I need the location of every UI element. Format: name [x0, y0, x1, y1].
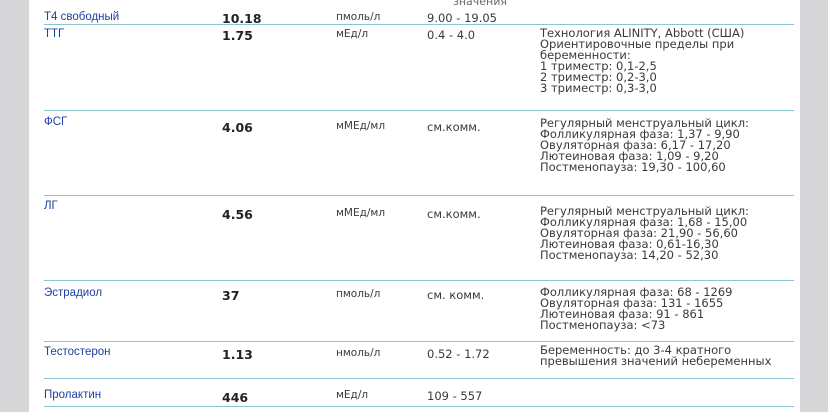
analyte-name: T4 свободный — [44, 11, 120, 23]
reference-range: 0.52 - 1.72 — [427, 347, 490, 361]
comment-line: Постменопауза: 14,20 - 52,30 — [540, 248, 719, 262]
comment-line: Овуляторная фаза: 131 - 1655 — [540, 296, 724, 310]
reference-range: 109 - 557 — [427, 389, 483, 403]
comment-block — [540, 345, 790, 367]
comment-line: Лютеиновая фаза: 1,09 - 9,20 — [540, 149, 719, 163]
comment-line: Лютеиновая фаза: 91 - 861 — [540, 307, 705, 321]
result-value: 37 — [222, 288, 240, 303]
reference-range: см.комм. — [427, 207, 481, 221]
unit: мМЕд/мл — [336, 120, 386, 132]
unit: мМЕд/мл — [336, 207, 386, 219]
reference-range: см. комм. — [427, 288, 485, 302]
unit: мЕд/л — [336, 389, 369, 401]
table-row-lh — [44, 198, 794, 281]
table-row-fsh — [44, 114, 794, 196]
comment-line: Фолликулярная фаза: 1,37 - 9,90 — [540, 127, 740, 141]
comment-line: Фолликулярная фаза: 1,68 - 15,00 — [540, 215, 748, 229]
comment-line: Регулярный менструальный цикл: — [540, 116, 749, 130]
cut-off-header-text: значения — [453, 0, 508, 8]
analyte-name: Пролактин — [44, 389, 102, 401]
reference-range: см.комм. — [427, 120, 481, 134]
comment-line: Беременность: до 3-4 кратного — [540, 343, 732, 357]
comment-line: Ориентировочные пределы при — [540, 37, 735, 51]
comment-block — [540, 28, 790, 94]
analyte-name: Тестостерон — [44, 346, 111, 358]
comment-line: Постменопауза: 19,30 - 100,60 — [540, 160, 726, 174]
unit: нмоль/л — [336, 347, 381, 359]
comment-block — [540, 287, 790, 331]
unit: мЕд/л — [336, 28, 369, 40]
comment-block — [540, 118, 790, 173]
result-value: 1.75 — [222, 28, 253, 43]
comment-line: Постменопауза: <73 — [540, 318, 666, 332]
analyte-name: ФСГ — [44, 116, 68, 128]
comment-line: Регулярный менструальный цикл: — [540, 204, 749, 218]
comment-line: 2 триместр: 0,2-3,0 — [540, 70, 657, 84]
result-value: 446 — [222, 390, 249, 405]
comment-line: 1 триместр: 0,1-2,5 — [540, 59, 657, 73]
analyte-name: ТТГ — [44, 28, 65, 40]
comment-line: беременности: — [540, 48, 631, 62]
comment-line: превышения значений небеременных — [540, 354, 772, 368]
table-row-tsh — [44, 26, 794, 111]
table-row-t4-free — [44, 9, 794, 25]
table-row-prolactin — [44, 387, 794, 407]
table-row-testosterone — [44, 344, 794, 379]
analyte-name: ЛГ — [44, 200, 58, 212]
comment-block — [540, 206, 790, 261]
comment-line: Овуляторная фаза: 6,17 - 17,20 — [540, 138, 731, 152]
comment-line: Технология ALINITY, Abbott (США) — [540, 26, 745, 40]
comment-line: Овуляторная фаза: 21,90 - 56,60 — [540, 226, 738, 240]
table-row-estradiol — [44, 283, 794, 342]
result-value: 4.06 — [222, 120, 253, 135]
comment-line: Фолликулярная фаза: 68 - 1269 — [540, 285, 733, 299]
comment-line: 3 триместр: 0,3-3,0 — [540, 81, 657, 95]
reference-range: 9.00 - 19.05 — [427, 11, 497, 25]
result-value: 1.13 — [222, 347, 253, 362]
lab-results-page — [29, 0, 800, 412]
unit: пмоль/л — [336, 288, 381, 300]
result-value: 10.18 — [222, 11, 262, 26]
analyte-name: Эстрадиол — [44, 287, 103, 299]
unit: пмоль/л — [336, 11, 381, 23]
comment-line: Лютеиновая фаза: 0,61-16,30 — [540, 237, 719, 251]
reference-range: 0.4 - 4.0 — [427, 28, 476, 42]
result-value: 4.56 — [222, 207, 253, 222]
